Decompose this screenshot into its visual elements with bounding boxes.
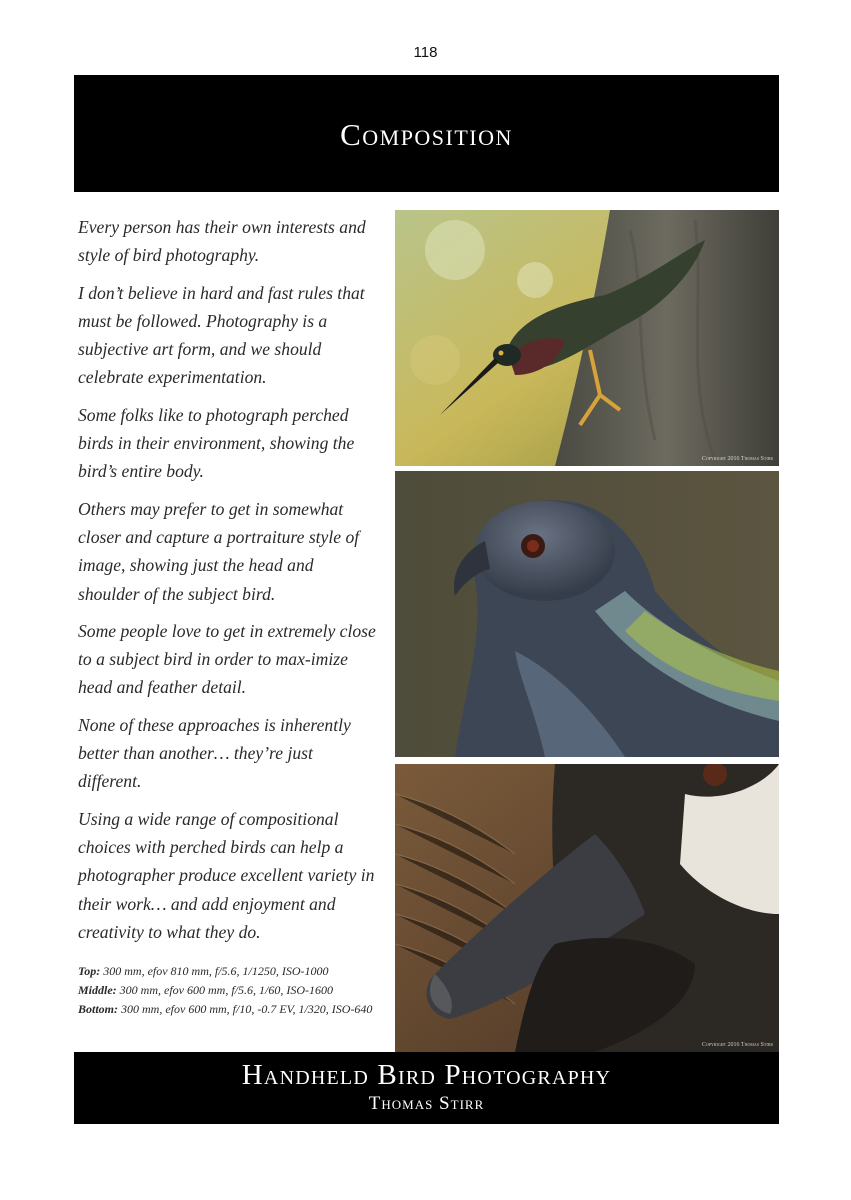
caption-bottom [78,1000,378,1019]
title-bar [74,75,779,192]
page-title: Composition [340,116,513,152]
paragraph-3: Some folks like to photograph perched birds in their environment, showing the bird’s entire body. [78,404,355,482]
book-title: Handheld Bird Photography [241,1059,612,1091]
body-text [78,213,378,955]
photo-copyright: Copyright 2016 Thomas Stirr [701,456,773,462]
photo-copyright: Copyright 2016 Thomas Stirr [701,1042,773,1048]
author-name: Thomas Stirr [368,1093,485,1114]
footer-bar [74,1052,779,1124]
paragraph-4: Others may prefer to get in somewhat closer and capture a portraiture style of image, showing just the head and shoulder of the subject bird. [78,498,360,604]
photo-captions [78,962,378,1019]
caption-middle [78,981,378,1000]
caption-middle-label: Middle: [78,983,117,997]
caption-bottom-label: Bottom: [78,1002,119,1016]
caption-top-text: 300 mm, efov 810 mm, f/5.6, 1/1250, ISO-1000 [100,964,329,978]
caption-top-label: Top: [78,964,101,978]
paragraph-5: Some people love to get in extremely close to a subject bird in order to max-imize head and feather detail. [78,620,376,698]
paragraph-2: I don’t believe in hard and fast rules that must be followed. Photography is a subjective art form, and we should celebrate experimentation. [78,282,365,388]
page-number: 118 [413,44,438,61]
paragraph-1: Every person has their own interests and style of bird photography. [78,217,366,266]
photo-pigeon [395,471,779,757]
photo-goose [395,764,779,1052]
caption-top [78,962,378,981]
caption-middle-text: 300 mm, efov 600 mm, f/5.6, 1/60, ISO-1600 [116,983,333,997]
paragraph-6: None of these approaches is inherently better than another… they’re just different. [78,714,351,792]
photo-heron [395,210,779,466]
caption-bottom-text: 300 mm, efov 600 mm, f/10, -0.7 EV, 1/320, ISO-640 [118,1002,373,1016]
paragraph-7: Using a wide range of compositional choices with perched birds can help a photographer produce excellent variety in their work… and add enjoyment and creativity to what they do. [78,808,375,942]
